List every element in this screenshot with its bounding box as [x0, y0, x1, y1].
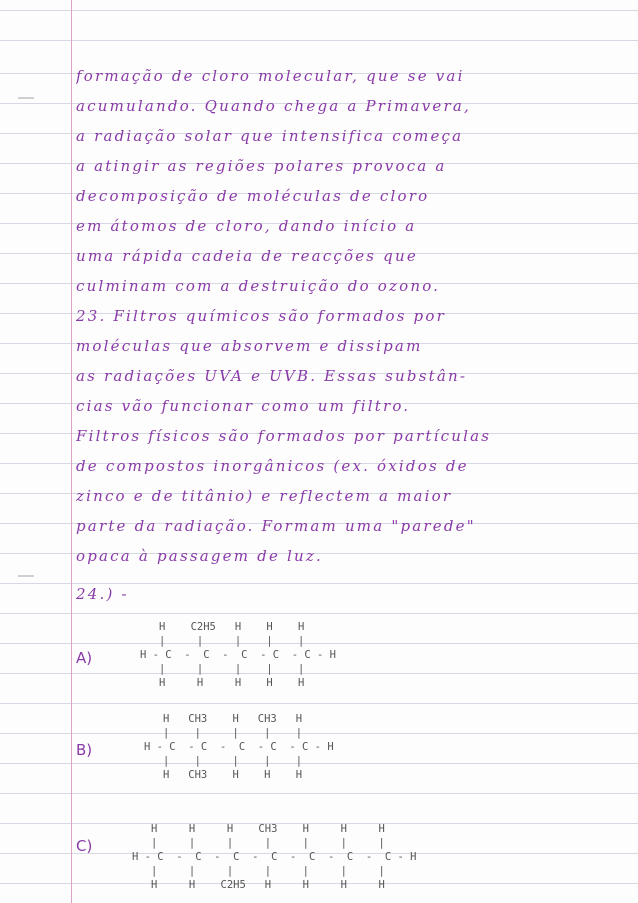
binder-mark: [18, 97, 34, 99]
answer-23-line: zinco e de titânio) e reflectem a maior: [76, 487, 453, 505]
binder-mark: [18, 575, 34, 577]
answer-23-line: as radiações UVA e UVB. Essas substân-: [76, 367, 468, 385]
structural-formula-b: H CH3 H CH3 H | | | | | H - C - C - C - C - C - H | | | | | H CH3 H H H: [144, 713, 334, 781]
text-line: a radiação solar que intensifica começa: [76, 127, 464, 145]
text-line: formação de cloro molecular, que se vai: [76, 67, 465, 85]
answer-23-line: de compostos inorgânicos (ex. óxidos de: [76, 457, 469, 475]
answer-23-line: 23. Filtros químicos são formados por: [76, 307, 446, 325]
answer-23-line: moléculas que absorvem e dissipam: [76, 337, 423, 355]
text-line: em átomos de cloro, dando início a: [76, 217, 417, 235]
text-line: culminam com a destruição do ozono.: [76, 277, 441, 295]
answer-23-line: Filtros físicos são formados por partículas: [76, 427, 492, 445]
text-line: a atingir as regiões polares provoca a: [76, 157, 447, 175]
text-line: decomposição de moléculas de cloro: [76, 187, 430, 205]
answer-24-heading: 24.) -: [76, 585, 129, 603]
text-line: acumulando. Quando chega a Primavera,: [76, 97, 471, 115]
text-line: uma rápida cadeia de reacções que: [76, 247, 418, 265]
item-label-a: A): [76, 649, 93, 667]
answer-23-line: cias vão funcionar como um filtro.: [76, 397, 411, 415]
answer-23-line: opaca à passagem de luz.: [76, 547, 323, 565]
structural-formula-a: H C2H5 H H H | | | | | H - C - C - C - C - C - H | | | | | H H H H H: [140, 621, 336, 689]
answer-23-line: parte da radiação. Formam uma "parede": [76, 517, 476, 535]
item-label-b: B): [76, 741, 93, 759]
margin-line: [71, 0, 72, 903]
structural-formula-c: H H H CH3 H H H | | | | | | | H - C - C - C - C - C - C - C - H | | | | | | | H H C2H5 H H H H: [132, 823, 417, 891]
item-label-c: C): [76, 837, 93, 855]
